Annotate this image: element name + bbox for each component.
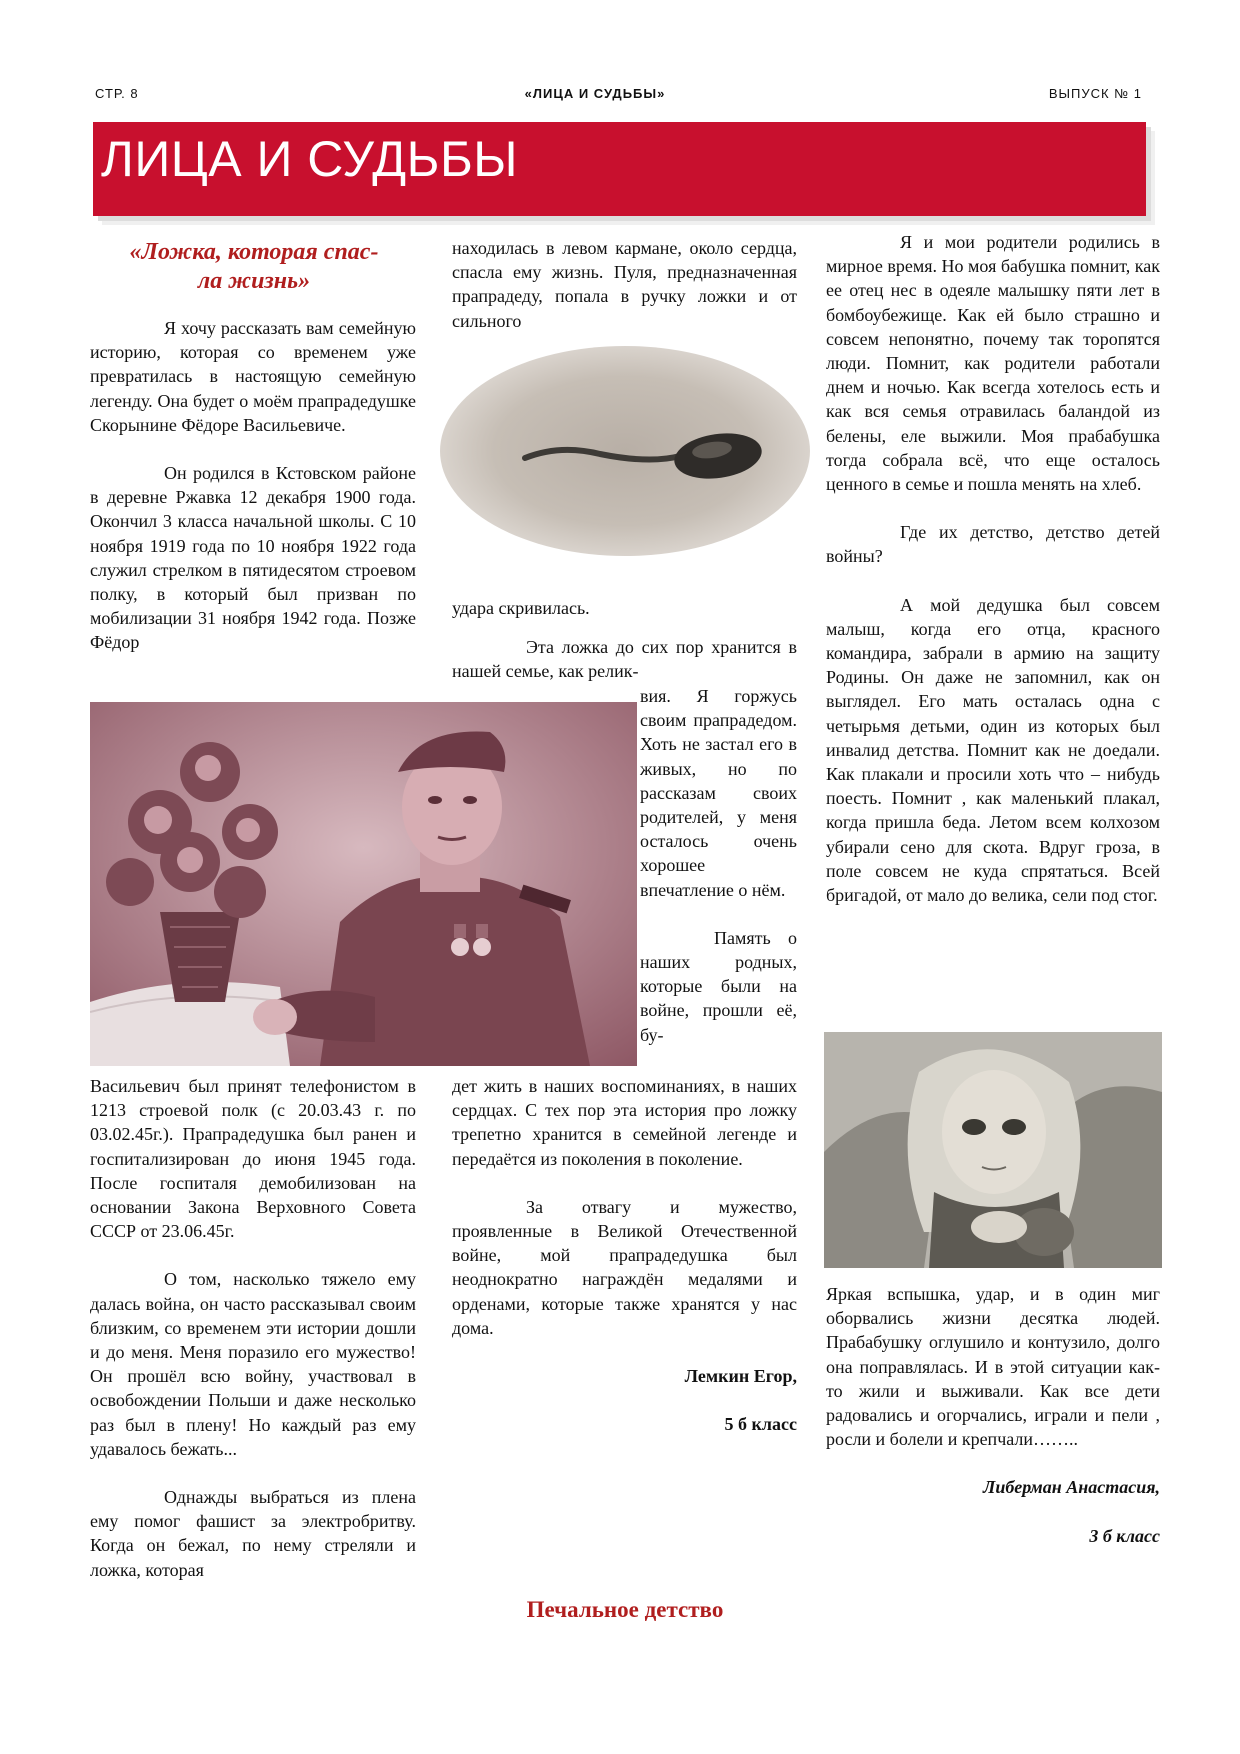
paragraph: За отвагу и мужество, проявленные в Великой Отечественной войне, мой прапрадедушка был неоднократно награждён медалями и орденами, которые также хранятся у нас дома. xyxy=(452,1196,797,1338)
author-name: Либерман Анастасия, xyxy=(982,1477,1160,1498)
paragraph: дет жить в наших воспоминаниях, в наших сердцах. С тех пор эта история про ложку трепетно хранится в семейной легенде и передаётся из поколения в поколение. xyxy=(452,1076,797,1169)
section-banner xyxy=(93,122,1146,216)
soldier-photo-illustration xyxy=(90,702,637,1066)
paragraph: Однажды выбраться из плена ему помог фашист за электробритву. Когда он бежал, по нему стреляли и ложка, которая xyxy=(90,1487,416,1580)
paragraph: Где их детство, детство детей войны? xyxy=(826,522,1160,567)
column-2-narrow xyxy=(640,684,797,1047)
paragraph: Эта ложка до сих пор хранится в нашей семье, как релик- xyxy=(452,637,797,682)
column-2-top xyxy=(452,236,797,333)
paragraph: вия. Я горжусь своим прапрадедом. Хоть не застал его в живых, но по рассказам своих родителей, у меня осталось очень хорошее впечатление о нём. xyxy=(640,686,797,900)
paragraph: А мой дедушка был совсем малыш, когда его отца, красного командира, забрали в армию на защиту Родины. Он даже не запомнил, как он выглядел. Его мать осталась одна с четырьмя детьми, один из которых был инвалид детства. Помнит как не доедали. Как плакали и просили хоть что – нибудь поесть. Помнит , как маленький плакал, когда пришла беда. Летом всем колхозом убирали сено для скота. Вдруг гроза, в поле совсем не куда спрятаться. Всей бригадой, от мало до велика, сели под стог. xyxy=(826,594,1160,906)
next-article-title: Печальное детство xyxy=(526,1597,724,1622)
column-2-mid xyxy=(452,635,797,683)
column-3-bottom xyxy=(826,1282,1160,1548)
column-2-after-spoon xyxy=(452,596,797,620)
article-title-line2: ла жизнь» xyxy=(197,268,311,294)
column-2-bottom xyxy=(452,1074,797,1436)
column-1-bottom xyxy=(90,1074,416,1582)
spoon-photo xyxy=(440,346,810,556)
column-3-top xyxy=(826,230,1160,907)
paragraph: Память о наших родных, которые были на войне, прошли её, бу- xyxy=(640,927,797,1045)
paragraph: Я хочу рассказать вам семейную историю, которая со временем уже превратилась в настоящую семейную легенду. Она будет о моём прапрадедушке Скорынине Фёдоре Васильевиче. xyxy=(90,318,416,435)
author-class: 3 б класс xyxy=(1089,1525,1160,1546)
paragraph: Он родился в Кстовском районе в деревне Ржавка 12 декабря 1900 года. Окончил 3 класса начальной школы. С 10 ноября 1919 года по 10 ноября 1922 года служил стрелком в пятидесятом строевом полку, в который был призван по мобилизации 31 ноября 1942 года. Позже Фёдор xyxy=(90,463,416,653)
issue-number: ВЫПУСК № 1 xyxy=(1048,86,1142,101)
spoon-illustration xyxy=(440,346,810,556)
paragraph: Я и мои родители родились в мирное время. Но моя бабушка помнит, как ее отец нес в одеяле малышку пяти лет в бомбоубежище. Как ей было страшно и совсем непонятно, почему так торопятся люди. Помнит, как родители работали днем и ночью. Как всегда хотелось есть и как вся семья отравилась баландой из белены, еле выжили. Моя прабабушка тогда собрала всё, что еще осталось ценного в семье и пошла менять на хлеб. xyxy=(826,232,1160,495)
banner-title: ЛИЦА И СУДЬБЫ xyxy=(101,131,519,187)
column-1-top xyxy=(90,316,416,655)
article-title xyxy=(90,238,418,296)
paragraph: О том, насколько тяжело ему далась война, он часто рассказывал своим близким, со временем эти истории дошли и до меня. Меня поразило его мужество! Он прошёл всю войну, участвовал в освобождении Польши и даже несколько раз был в плену! Но каждый раз ему удавалось бежать... xyxy=(90,1269,416,1459)
paragraph: Яркая вспышка, удар, и в один миг оборвались жизни десятка людей. Прабабушку оглушило и контузило, долго она поправлялась. И в этой ситуации как-то жили и выживали. Как все дети радовались и огорчались, играли и пели , росли и болели и крепчали…….. xyxy=(826,1284,1160,1450)
author-class: 5 б класс xyxy=(724,1414,797,1435)
page-number: СТР. 8 xyxy=(95,86,139,101)
paragraph: удара скривилась. xyxy=(452,598,590,618)
author-name: Лемкин Егор, xyxy=(684,1366,797,1387)
article-title-line1: «Ложка, которая спас- xyxy=(129,239,379,265)
paragraph: Васильевич был принят телефонистом в 1213 строевой полк (с 20.03.43 г. по 03.02.45г.). Прапрадедушка был ранен и госпитализирован до июня 1945 года. После госпиталя демобилизован на основании Закона Верховного Совета СССР от 23.06.45г. xyxy=(90,1076,416,1242)
girl-drawing-illustration xyxy=(824,1032,1162,1268)
paragraph: находилась в левом кармане, около сердца, спасла ему жизнь. Пуля, предназначенная прапрадеду, попала в ручку ложки и от сильного xyxy=(452,238,797,331)
girl-drawing xyxy=(824,1032,1162,1268)
running-title: «ЛИЦА И СУДЬБЫ» xyxy=(524,86,666,101)
soldier-photo xyxy=(90,702,637,1066)
